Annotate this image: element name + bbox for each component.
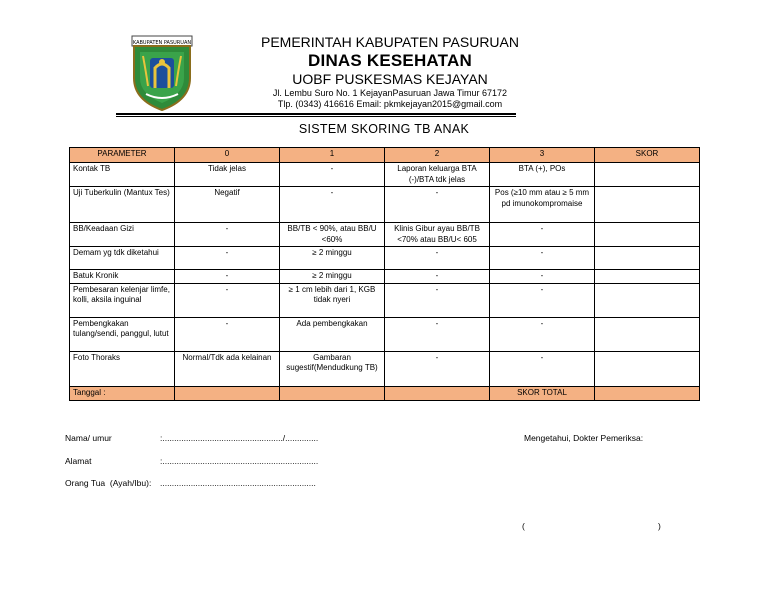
skor-cell[interactable] xyxy=(595,163,700,187)
score-1-cell: ≥ 1 cm lebih dari 1, KGB tidak nyeri xyxy=(280,283,385,317)
kabupaten-pasuruan-emblem-icon xyxy=(126,34,198,112)
score-1-cell: - xyxy=(280,187,385,223)
score-0-cell: - xyxy=(175,247,280,270)
parameter-cell: Foto Thoraks xyxy=(70,351,175,386)
footer-empty-cell xyxy=(385,386,490,400)
parameter-cell: BB/Keadaan Gizi xyxy=(70,223,175,247)
score-3-cell: - xyxy=(490,223,595,247)
table-row xyxy=(70,247,700,270)
contact-line: Tlp. (0343) 416616 Email: pkmkejayan2015@gmail.com xyxy=(277,99,503,109)
score-0-cell: - xyxy=(175,270,280,284)
address-label: Alamat xyxy=(65,456,92,466)
parent-field[interactable]: .................................................................. xyxy=(160,478,316,488)
emblem-banner-text: KABUPATEN PASURUAN xyxy=(132,40,192,46)
parameter-cell: Batuk Kronik xyxy=(70,270,175,284)
score-0-cell: - xyxy=(175,223,280,247)
signature-close-paren: ) xyxy=(658,521,661,531)
parameter-cell: Pembengkakan tulang/sendi, panggul, lutut xyxy=(70,317,175,351)
score-0-cell: Normal/Tdk ada kelainan xyxy=(175,351,280,386)
score-3-cell: - xyxy=(490,247,595,270)
column-header: 3 xyxy=(490,148,595,163)
date-label-cell: Tanggal : xyxy=(70,386,175,400)
score-1-cell: Gambaran sugestif(Mendudkung TB) xyxy=(280,351,385,386)
skor-cell[interactable] xyxy=(595,351,700,386)
score-2-cell: - xyxy=(385,317,490,351)
score-3-cell: BTA (+), POs xyxy=(490,163,595,187)
government-name: PEMERINTAH KABUPATEN PASURUAN xyxy=(260,34,519,50)
letterhead-rule xyxy=(116,113,516,115)
score-3-cell: - xyxy=(490,283,595,317)
score-1-cell: - xyxy=(280,163,385,187)
column-header: SKOR xyxy=(595,148,700,163)
score-0-cell: - xyxy=(175,317,280,351)
table-row xyxy=(70,351,700,386)
address-line: Jl. Lembu Suro No. 1 KejayanPasuruan Jawa Timur 67172 xyxy=(272,88,508,98)
parameter-cell: Kontak TB xyxy=(70,163,175,187)
skor-cell[interactable] xyxy=(595,223,700,247)
parent-label: Orang Tua (Ayah/Ibu): xyxy=(65,478,152,488)
table-row xyxy=(70,163,700,187)
document-title: SISTEM SKORING TB ANAK xyxy=(298,122,470,136)
score-2-cell: - xyxy=(385,351,490,386)
score-2-cell: - xyxy=(385,187,490,223)
score-2-cell: Klinis Gibur ayau BB/TB <70% atau BB/U< 605 xyxy=(385,223,490,247)
column-header: 2 xyxy=(385,148,490,163)
address-field[interactable]: :.................................................................. xyxy=(160,456,319,466)
score-2-cell: - xyxy=(385,247,490,270)
table-row xyxy=(70,187,700,223)
score-1-cell: ≥ 2 minggu xyxy=(280,247,385,270)
score-1-cell: BB/TB < 90%, atau BB/U <60% xyxy=(280,223,385,247)
table-header-row xyxy=(70,148,700,163)
score-3-cell: - xyxy=(490,270,595,284)
letterhead xyxy=(250,34,530,110)
signature-open-paren: ( xyxy=(522,521,525,531)
score-3-cell: - xyxy=(490,317,595,351)
total-score-label-cell: SKOR TOTAL xyxy=(490,386,595,400)
name-age-field[interactable]: :.................................................../.............. xyxy=(160,433,319,443)
approval-label: Mengetahui, Dokter Pemeriksa: xyxy=(524,433,644,443)
skor-cell[interactable] xyxy=(595,317,700,351)
table-row xyxy=(70,283,700,317)
footer-empty-cell xyxy=(280,386,385,400)
unit-name: UOBF PUSKESMAS KEJAYAN xyxy=(292,71,488,87)
total-score-cell[interactable] xyxy=(595,386,700,400)
skor-cell[interactable] xyxy=(595,283,700,317)
column-header: PARAMETER xyxy=(70,148,175,163)
parameter-cell: Demam yg tdk diketahui xyxy=(70,247,175,270)
scoring-table xyxy=(69,147,700,401)
parameter-cell: Uji Tuberkulin (Mantux Tes) xyxy=(70,187,175,223)
footer-empty-cell xyxy=(175,386,280,400)
letterhead-rule-thin xyxy=(116,116,516,117)
table-footer-row xyxy=(70,386,700,400)
skor-cell[interactable] xyxy=(595,187,700,223)
score-0-cell: Negatif xyxy=(175,187,280,223)
score-1-cell: Ada pembengkakan xyxy=(280,317,385,351)
score-2-cell: - xyxy=(385,283,490,317)
score-0-cell: - xyxy=(175,283,280,317)
score-1-cell: ≥ 2 minggu xyxy=(280,270,385,284)
name-age-label: Nama/ umur xyxy=(65,433,112,443)
skor-cell[interactable] xyxy=(595,247,700,270)
column-header: 1 xyxy=(280,148,385,163)
score-0-cell: Tidak jelas xyxy=(175,163,280,187)
score-3-cell: Pos (≥10 mm atau ≥ 5 mm pd imunokompromaise xyxy=(490,187,595,223)
department-name: DINAS KESEHATAN xyxy=(308,51,472,70)
skor-cell[interactable] xyxy=(595,270,700,284)
column-header: 0 xyxy=(175,148,280,163)
score-2-cell: Laporan keluarga BTA (-)/BTA tdk jelas xyxy=(385,163,490,187)
table-row xyxy=(70,317,700,351)
table-row xyxy=(70,223,700,247)
parameter-cell: Pembesaran kelenjar limfe, kolli, aksila inguinal xyxy=(70,283,175,317)
score-2-cell: - xyxy=(385,270,490,284)
table-row xyxy=(70,270,700,284)
score-3-cell: - xyxy=(490,351,595,386)
